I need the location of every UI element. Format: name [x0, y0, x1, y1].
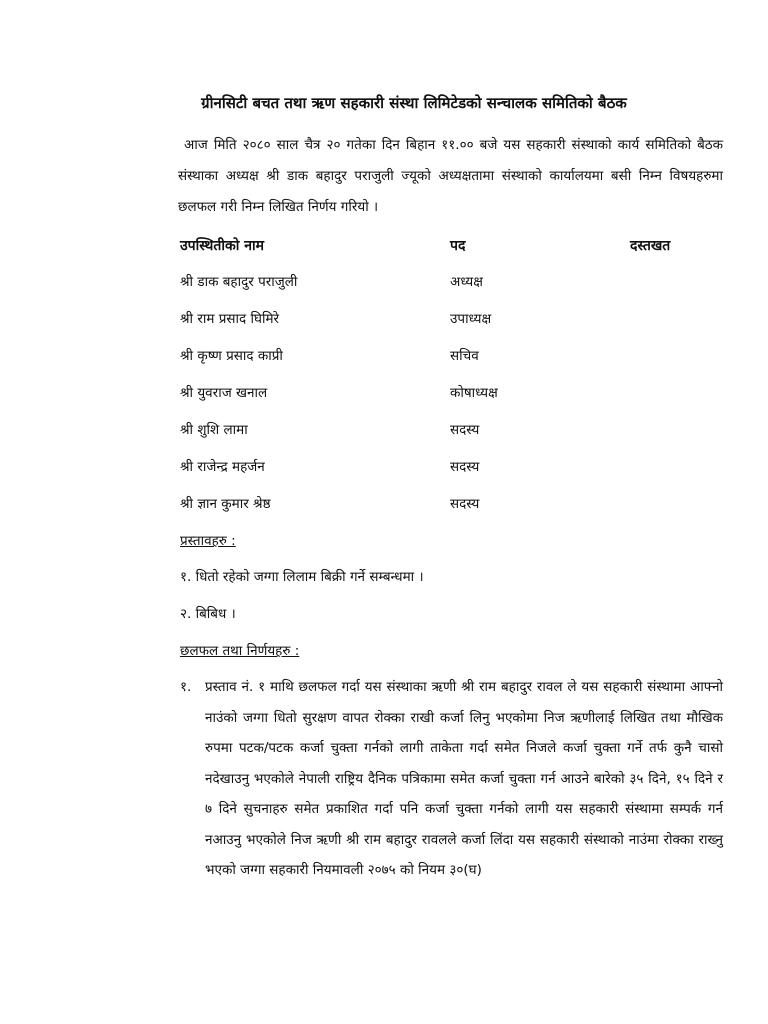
attendee-position: कोषाध्यक्ष — [450, 385, 498, 401]
proposals-heading: प्रस्तावहरु : — [180, 533, 236, 549]
attendee-position: सदस्य — [450, 496, 480, 512]
attendance-row — [0, 309, 768, 331]
attendee-name: श्री कृष्ण प्रसाद काप्री — [180, 348, 283, 364]
decision-text: प्रस्ताव नं. १ माथि छलफल गर्दा यस संस्थाका ऋणी श्री राम बहादुर रावल ले यस सहकारी संस्थामा आफ्नो नाउंको जग्गा धितो सुरक्षण वापत रोक्का राखी कर्जा लिनु भएकोमा निज ऋणीलाई लिखित तथा मौखिक रुपमा पटक/पटक कर्जा चुक्ता गर्नको लागी ताकेता गर्दा समेत निजले कर्जा चुक्ता गर्ने तर्फ कुनै चासो नदेखाउनु भएकोले नेपाली राष्ट्रिय दैनिक पत्रिकामा समेत कर्जा चुक्ता गर्न आउने बारेको ३५ दिने, १५ दिने र ७ दिने सुचनाहरु समेत प्रकाशित गर्दा पनि कर्जा चुक्ता गर्नको लागी यस सहकारी संस्थामा सम्पर्क गर्न नआउनु भएकोले निज ऋणी श्री राम बहादुर रावलले कर्जा लिंदा यस सहकारी संस्थाको नाउंमा रोक्का राख्नु भएको जग्गा सहकारी नियमावली २०७५ को नियम ३०(घ) — [205, 679, 723, 878]
attendee-name: श्री राजेन्द्र महर्जन — [180, 459, 265, 475]
attendance-row — [0, 272, 768, 294]
attendee-name: श्री शुशि लामा — [180, 422, 248, 438]
attendance-header — [0, 236, 768, 256]
attendance-name-header: उपस्थितीको नाम — [180, 238, 264, 254]
proposal-item: २. बिबिध । — [180, 606, 236, 622]
attendance-signature-header: दस्तखत — [630, 238, 671, 254]
attendee-position: सदस्य — [450, 422, 480, 438]
decision-number: १. — [180, 679, 192, 695]
attendee-name: श्री युवराज खनाल — [180, 385, 268, 401]
document-title: ग्रीनसिटी बचत तथा ऋण सहकारी संस्था लिमिटेडको सन्चालक समितिको बैठक — [201, 94, 627, 112]
attendee-name: श्री डाक बहादुर पराजुली — [180, 274, 298, 290]
meeting-intro-text: आज मिति २०८० साल चैत्र २० गतेका दिन बिहान ११.०० बजे यस सहकारी संस्थाको कार्य समितिको बैठक संस्थाका अध्यक्ष श्री डाक बहादुर पराजुली ज्यूको अध्यक्षतामा संस्थाको कार्यालयमा बसी निम्न विषयहरुमा छलफल गरी निम्न लिखित निर्णय गरियो । — [178, 137, 723, 215]
decisions-heading: छलफल तथा निर्णयहरु : — [180, 643, 300, 659]
attendee-position: सचिव — [450, 348, 479, 364]
proposal-item: १. धितो रहेको जग्गा लिलाम बिक्री गर्ने सम्बन्धमा । — [180, 569, 424, 585]
attendee-name: श्री ज्ञान कुमार श्रेष्ठ — [180, 496, 271, 512]
attendance-row — [0, 383, 768, 405]
attendee-name: श्री राम प्रसाद घिमिरे — [180, 311, 280, 327]
meeting-intro-paragraph — [178, 130, 723, 223]
attendance-row — [0, 346, 768, 368]
attendee-position: उपाध्यक्ष — [450, 311, 492, 327]
attendance-row — [0, 420, 768, 442]
attendance-position-header: पद — [450, 238, 466, 254]
attendee-position: सदस्य — [450, 459, 480, 475]
attendee-position: अध्यक्ष — [450, 274, 483, 290]
attendance-row — [0, 494, 768, 516]
attendance-row — [0, 457, 768, 479]
